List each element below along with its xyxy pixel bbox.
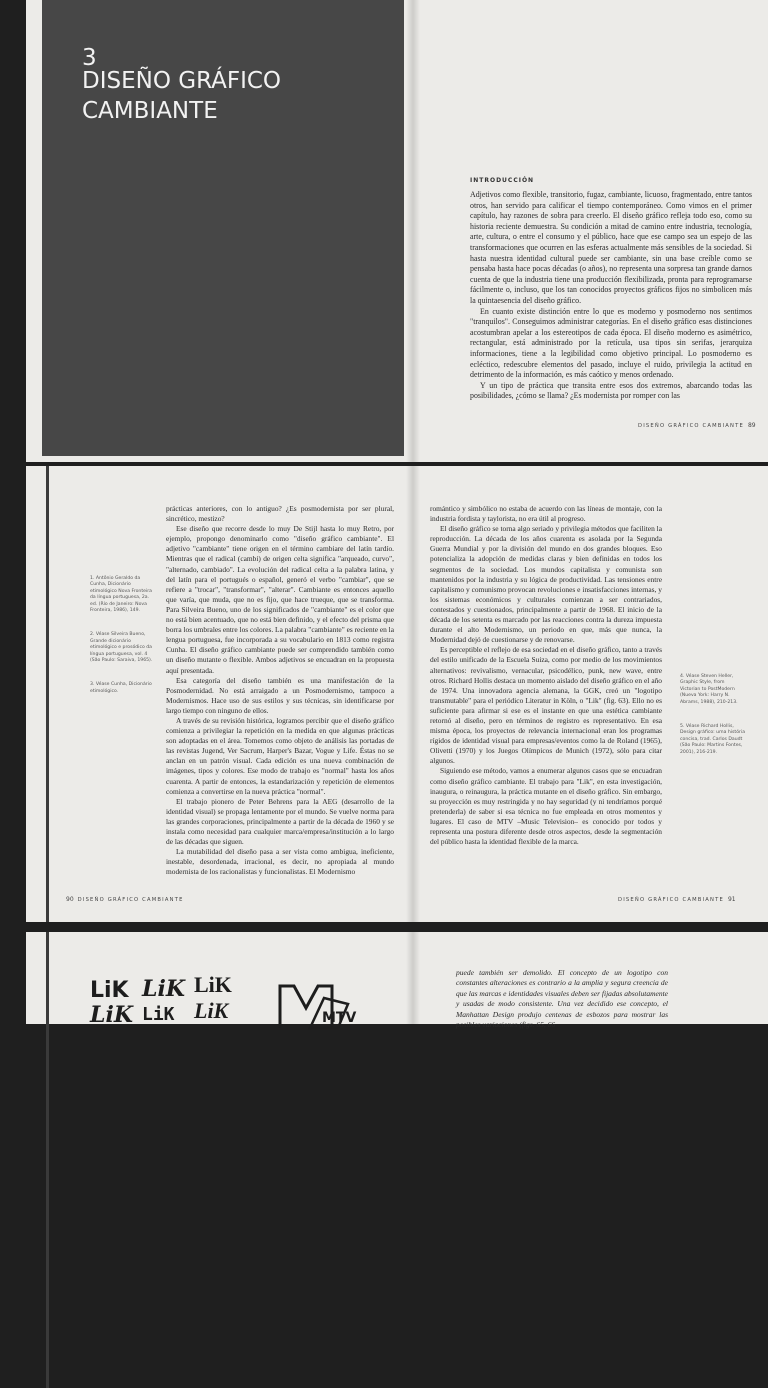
body-paragraph: Es perceptible el reflejo de esa sociedad en el diseño gráfico, tanto a través del estilo unificado de la Escuela Suiza, como por medio de los movimientos alternativos: revivalismo, vernacular, psicodélico, punk, new wave, entre otros. Richard Hollis destaca un momento aislado del diseño gráfico en el año de 1974. Una innovadora agencia alemana, la GGK, creó un "logotipo transmutable" para el periódico Literatur in Köln, o "Lik" (fig. 63). Ello no es suficiente para afirmar si ese es el instante en que una estética cambiante retornó al diseño, pero en términos de registro es representativo. En esa misma época, los proyectos de relevancia internacional eran los programas rígidos de identidad visual para empresas/eventos como la de Roland (1965), Olivetti (1970) y los Juegos Olímpicos de Munich (1972), sólo para citar algunos. [430, 645, 662, 766]
footnote: 3. Véase Cunha, Dicionário etimológico. [90, 682, 152, 694]
book-gutter [406, 466, 420, 922]
mtv-logo-graphic [276, 978, 358, 1030]
running-footer-right [638, 422, 760, 429]
intro-paragraph: Adjetivos como flexible, transitorio, fugaz, cambiante, licuoso, fragmentado, entre tantos otros, han servido para calificar el tiempo contemporáneo. Como vimos en el primer capítulo, hay razones de sobra para creerlo. El diseño gráfico refleja todo eso, como su historia reciente demuestra. Su condición a mitad de camino entre industria, tecnología, arte, cultura, o entre el consumo y el público, hace que ese campo sea un espejo de las transformaciones que ocurren en las esferas actualmente más sensibles de la sociedad. Si hasta nuestra identidad cultural puede ser cambiante, sin una base creíble como se pensaba hasta hace pocas décadas (o años), no representa una sorpresa tan grande darnos cuenta de que la industria tiene una producción flexibilizada, pronta para reprogramarse fácilmente o, incluso, que los tan conocidos proyectos gráficos fijos no simbolicen más la quintaesencia del diseño gráfico. [470, 190, 752, 305]
running-title: DISEÑO GRÁFICO CAMBIANTE [77, 897, 184, 903]
body-paragraph: Ese diseño que recorre desde lo muy De Stijl hasta lo muy Retro, por ejemplo, propongo denominarlo como "diseño gráfico cambiante". El adjetivo "cambiante" tiene origen en el término cambiare del latín tardío. Mientras que el radical (cambi) de origen celta significa "arqueado, curvo", "alternado, cambiado". La evolución del radical celta a la palabra latina, y del latín para el portugués o español, generó el verbo "cambiar", que se refiere a "trocar", "transformar", "alterar". Cambiante es entonces aquello que varía, que muda, que no es fijo, que hace trueque, que se transforma. Para Silveira Bueno, uno de los significados de "cambiante" es el color que no está bien acentuado, que no está bien definido, y el efecto del prisma que borra los umbrales entre los colores. La palabra "cambiante" es reciente en la lengua portuguesa, fue incorporada a su vocabulario en 1813 como registra Cunha. El diseño gráfico cambiante puede ser comprendido también como un diseño mutante o flexible. Ambos adjetivos se encuadran en la propuesta aquí presentada. [166, 524, 394, 675]
chapter-title-line1: DISEÑO GRÁFICO [82, 68, 282, 94]
body-paragraph: romántico y simbólico no estaba de acuerdo con las líneas de montaje, con la industria fordista y taylorista, no era útil al progreso. [430, 504, 662, 524]
page-edge-shadow [46, 466, 49, 922]
figure-page-text [456, 968, 668, 1030]
book-gutter [406, 0, 420, 462]
footnote: 2. Véase Silveira Bueno, Grande dicionário etimológico e prosódico da língua portuguesa, vol. 4 (São Paulo: Saraiva, 1965). [90, 632, 153, 664]
lik-logo: LiK [142, 976, 185, 1002]
chapter-title [82, 66, 382, 126]
lik-logo: LiK [142, 1004, 175, 1025]
intro-text-column [470, 190, 752, 402]
body-paragraph: La mutabilidad del diseño pasa a ser vista como ambigua, ineficiente, inestable, desordenada, irracional, es decir, no apropiada al mundo modernista de los racionalistas y funcionalistas. El Modernismo [166, 847, 394, 877]
spread-figure-pages [26, 932, 768, 1030]
body-paragraph: A través de su revisión histórica, logramos percibir que el diseño gráfico comienza a privilegiar la repetición en la medida en que algunas prácticas son adoptadas en el área. Tomemos como objeto de análisis las portadas de las revistas Jugend, Ver Sacrum, Harper's Bazar, Vogue y Life. Éstas no se anclan en un patrón visual. Cada edición es una nueva combinación de imágenes, tipos y colores. Ese modo de trabajo es "normal" hasta los años cuarenta. A partir de entonces, la estandarización y repetición de elementos comienza a convertirse en la nueva práctica "normal". [166, 715, 394, 796]
lik-logo: LiK [194, 972, 232, 997]
section-heading: INTRODUCCIÓN [470, 177, 535, 184]
intro-paragraph: En cuanto existe distinción entre lo que es moderno y posmoderno nos sentimos "tranquilos". Conseguimos administrar categorías. En el diseño gráfico esas distinciones acostumbran apelar a los estereotipos de cada época. El diseño moderno es asimétrico, rectangular, está administrado por la retícula, usa tipos sin serifas, jerarquiza informaciones, tiene a la legibilidad como objetivo principal. Lo posmoderno es ecléctico, redescubre elementos del pasado, incluye el ruido, privilegia la actitud en detrimento de la información, es más caótico y menos ordenado. [470, 306, 752, 380]
spread-text-pages [26, 466, 768, 922]
body-paragraph: puede también ser demolido. El concepto de un logotipo con constantes alteraciones es contrario a la amplia y segura creencia de que las marcas e identidades visuales deben ser fijadas absolutamente y usadas de modo consistente. Una vez decidido ese concepto, el Manhattan Design produjo centenas de esbozos para mostrar las posibles variaciones (figs. 65, 66 [456, 968, 668, 1030]
page-edge-shadow [46, 932, 49, 1388]
mtv-label: MTV [322, 1010, 357, 1026]
chapter-title-block [42, 0, 404, 456]
footnote-column-left [90, 576, 156, 695]
page-number: 90 [66, 896, 74, 903]
mtv-logo [276, 978, 358, 1030]
running-title: DISEÑO GRÁFICO CAMBIANTE [638, 423, 744, 429]
lik-logo: LiK [90, 978, 129, 1003]
lik-logo-variations [86, 972, 256, 1028]
running-footer-left [62, 896, 184, 903]
chapter-number: 3 [82, 45, 97, 71]
page-number: 89 [747, 422, 756, 429]
footnote: 4. Véase Steven Heller, Graphic Style, from Victorian to PostModern (Nueva York: Harry N. Abrams, 1988), 210-213. [680, 674, 738, 705]
body-paragraph: prácticas anteriores, con lo antiguo? ¿Es posmodernista por ser plural, sincrético, mestizo? [166, 504, 394, 524]
book-gutter [406, 932, 420, 1024]
chapter-title-line2: CAMBIANTE [82, 98, 218, 124]
body-paragraph: Esa categoría del diseño también es una manifestación de la Posmodernidad. No está arraigado a un Posmodernismo, tampoco a Modernismos. Hace uso de sus estilos y sus técnicas, sin identificarse por largo tiempo con ninguno de ellos. [166, 675, 394, 715]
right-page-text-column [430, 504, 662, 847]
running-title: DISEÑO GRÁFICO CAMBIANTE [618, 897, 724, 903]
body-paragraph: Siguiendo ese método, vamos a enumerar algunos casos que se encuadran como diseño gráfico cambiante. El trabajo para "Lik", en esta investigación, inaugura, o reinaugura, la práctica mutante en el diseño gráfico. Sin embargo, su proyección es muy restringida y no hay seguridad (y ni tendríamos porqué pretenderla) de saber si esa técnica no fue empleada en otros momentos y lugares. El caso de MTV –Music Television– es conocido por todos y representa una postura diferente desde otros aspectos, desde la segmentación del público hasta la identidad flexible de la marca. [430, 766, 662, 847]
footnote: 5. Véase Richard Hollis, Design gráfico: uma história concisa, trad. Carlos Daudt (São Paulo: Martins Fontes, 2001), 216-219. [680, 724, 746, 755]
body-paragraph: El diseño gráfico se torna algo seriado y privilegia métodos que faciliten la reproducción. La década de los años cuarenta es asolada por la Segunda Guerra Mundial y por la división del mundo en dos grandes bloques. Eso potencializa la adopción de medidas claras y bien definidas en todos los segmentos de la sociedad. Los mundos capitalista y comunista son mantenidos por la industria y su lógica de productividad. Las tensiones entre capitalismo y comunismo provocan revoluciones e insatisfacciones internas, y los sistemas económicos y culturales comienzan a ser contrariados, contestados y cuestionados, principalmente a partir de 1968. El inicio de la década de los setenta es marcado por las reacciones contra la dureza impuesta durante el alto Modernismo, un periodo en que, más que nunca, la Modernidad dejó de cuestionarse y de renovarse. [430, 524, 662, 645]
left-page-text-column [166, 504, 394, 877]
running-footer-right [618, 896, 740, 903]
lik-logo: LiK [194, 998, 229, 1023]
lik-logo: LiK [90, 1002, 133, 1028]
footnote-column-right [680, 674, 746, 756]
spread-chapter-opening [26, 0, 768, 462]
body-paragraph: El trabajo pionero de Peter Behrens para la AEG (desarrollo de la identidad visual) se propaga lentamente por el mundo. Se vuelve norma para las grandes corporaciones, principalmente a partir de la década de 1960 y se instala como necesidad para cualquier marca/empresa/institución a lo largo de las décadas que siguen. [166, 796, 394, 847]
footnote: 1. Antônio Geraldo da Cunha, Dicionário etimológico Nova Fronteira da língua portuguesa, 2a. ed. (Río de Janeiro: Nova Fronteira, 1986), 149. [90, 576, 152, 614]
intro-paragraph: Y un tipo de práctica que transita entre esos dos extremos, abarcando todas las posibilidades, ¿cómo se llama? ¿Es modernista por romper con las [470, 380, 752, 401]
page-number: 91 [727, 896, 736, 903]
